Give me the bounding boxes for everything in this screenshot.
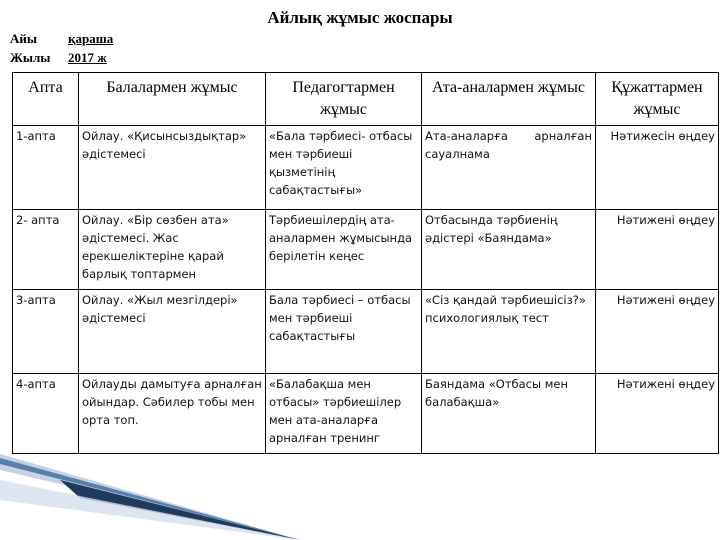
documents-work-cell: Нәтижені өңдеу (596, 210, 719, 290)
children-work-cell: Ойлауды дамытуға арналған ойындар. Сәбилер тобы мен орта топ. (79, 374, 266, 454)
teachers-work-cell: Бала тәрбиесі – отбасы мен тәрбиеші сабақтастығы (266, 290, 422, 374)
documents-work-cell: Нәтижені өңдеу (596, 290, 719, 374)
teachers-work-cell: Тәрбиешілердің ата-аналармен жұмысында берілетін кеңес (266, 210, 422, 290)
children-work-cell: Ойлау. «Жыл мезгілдері» әдістемесі (79, 290, 266, 374)
week-cell: 1-апта (13, 126, 79, 210)
children-work-cell: Ойлау. «Қисынсыздықтар» әдістемесі (79, 126, 266, 210)
documents-work-cell: Нәтижесін өңдеу (596, 126, 719, 210)
table-row (13, 210, 719, 290)
parents-work-cell: Баяндама «Отбасы мен балабақша» (422, 374, 596, 454)
work-plan-table (12, 72, 719, 454)
swoosh-light-tail (0, 480, 300, 540)
week-cell: 4-апта (13, 374, 79, 454)
year-label: Жылы (10, 50, 51, 65)
decorative-swoosh (0, 440, 300, 540)
parents-work-cell: Отбасында тәрбиенің әдістері «Баяндама» (422, 210, 596, 290)
month-label: Айы (10, 31, 38, 46)
header-documents-work: Құжаттармен жұмыс (596, 73, 719, 126)
week-cell: 3-апта (13, 290, 79, 374)
year-line (10, 50, 107, 66)
table-row (13, 290, 719, 374)
header-parents-work: Ата-аналармен жұмыс (422, 73, 596, 126)
parents-work-cell: Ата-аналарға арналған сауалнама (422, 126, 596, 210)
week-cell: 2- апта (13, 210, 79, 290)
page-title: Айлық жұмыс жоспары (267, 8, 453, 27)
header-teachers-work: Педагогтармен жұмыс (266, 73, 422, 126)
documents-work-cell: Нәтижені өңдеу (596, 374, 719, 454)
year-value: 2017 ж (68, 50, 107, 65)
teachers-work-cell: «Бала тәрбиесі- отбасы мен тәрбиеші қызметінің сабақтастығы» (266, 126, 422, 210)
parents-work-cell: «Сіз қандай тәрбиешісіз?» психологиялық тест (422, 290, 596, 374)
header-week: Апта (13, 73, 79, 126)
header-children-work: Балалармен жұмыс (79, 73, 266, 126)
month-line (10, 31, 113, 47)
table-row (13, 126, 719, 210)
children-work-cell: Ойлау. «Бір сөзбен ата» әдістемесі. Жас ерекшеліктеріне қарай барлық топтармен (79, 210, 266, 290)
month-value: қараша (68, 31, 114, 46)
teachers-work-cell: «Балабақша мен отбасы» тәрбиешілер мен ата-аналарға арналған тренинг (266, 374, 422, 454)
header-row (13, 73, 719, 126)
